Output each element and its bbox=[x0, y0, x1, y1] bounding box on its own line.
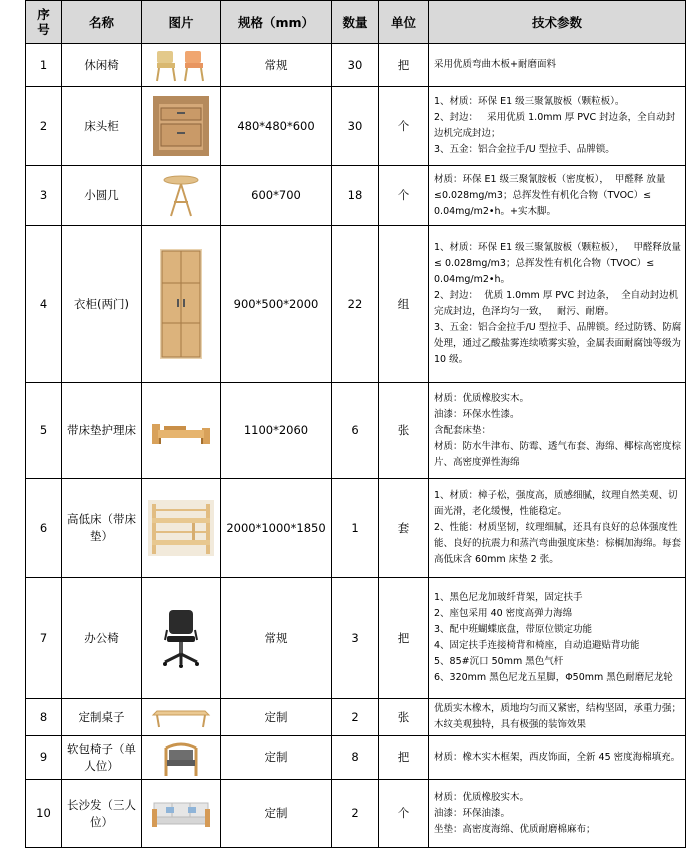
item-unit: 组 bbox=[379, 226, 429, 383]
row-number: 1 bbox=[26, 44, 62, 87]
item-unit: 把 bbox=[379, 44, 429, 87]
param-line: 1、材质：环保 E1 级三聚氰胺板（颗粒板）， 甲醛释放量≤ 0.028mg/m3；总挥发性有机化合物（TVOC）≤ 0.04mg/m2•h。 bbox=[434, 242, 681, 285]
row-number: 7 bbox=[26, 578, 62, 699]
table-row bbox=[26, 578, 686, 699]
item-params bbox=[429, 166, 686, 226]
param-line: 3、五金：铝合金拉手/U 型拉手、品牌锁。经过防锈、防腐处理，通过乙酸盐雾连续喷雾实验，金属表面耐腐蚀等级为 10 级。 bbox=[434, 322, 685, 365]
param-line: 材质：防水牛津布、防霉、透气布套、海绵、椰棕高密度棕片、高密度弹性海绵 bbox=[434, 440, 682, 468]
param-line: 2、性能：材质坚韧，纹理细腻，还具有良好的总体强度性能、良好的抗震力和蒸汽弯曲强度床垫：棕榈加海绵。每套高低床含 60mm 床垫 2 张。 bbox=[434, 522, 682, 565]
header-qty: 数量 bbox=[332, 1, 379, 44]
row-number: 5 bbox=[26, 383, 62, 479]
param-line: 1、材质：环保 E1 级三聚氰胺板（颗粒板）。 bbox=[434, 96, 625, 107]
param-line: 5、85#沉口 50mm 黑色气杆 bbox=[434, 656, 564, 667]
item-params bbox=[429, 383, 686, 479]
item-spec: 900*500*2000 bbox=[221, 226, 332, 383]
row-number: 3 bbox=[26, 166, 62, 226]
item-image-cell bbox=[142, 780, 221, 848]
table-row bbox=[26, 87, 686, 166]
param-line: 油漆：环保油漆。 bbox=[434, 807, 511, 819]
param-line: 3、配中班蝴蝶底盘，带原位锁定功能 bbox=[434, 624, 593, 635]
header-no-text: 序号 bbox=[37, 7, 50, 37]
table-row bbox=[26, 226, 686, 383]
header-spec: 规格（mm） bbox=[221, 1, 332, 44]
table-row bbox=[26, 736, 686, 780]
nursing-bed-image bbox=[150, 416, 212, 446]
item-spec: 定制 bbox=[221, 699, 332, 736]
upholstered-chair-image bbox=[160, 738, 202, 778]
item-image-cell bbox=[142, 87, 221, 166]
item-qty: 18 bbox=[332, 166, 379, 226]
item-qty: 3 bbox=[332, 578, 379, 699]
item-qty: 30 bbox=[332, 87, 379, 166]
item-name: 定制桌子 bbox=[62, 699, 142, 736]
item-image-cell bbox=[142, 699, 221, 736]
item-params bbox=[429, 699, 686, 736]
param-line: 含配套床垫： bbox=[434, 424, 492, 436]
header-name: 名称 bbox=[62, 1, 142, 44]
row-number: 10 bbox=[26, 780, 62, 848]
param-line: 材质：优质橡胶实木。 bbox=[434, 392, 530, 404]
param-line: 2、座包采用 40 密度高弹力海绵 bbox=[434, 608, 573, 619]
item-spec: 常规 bbox=[221, 578, 332, 699]
table-row bbox=[26, 479, 686, 578]
item-params bbox=[429, 44, 686, 87]
header-unit: 单位 bbox=[379, 1, 429, 44]
row-number: 8 bbox=[26, 699, 62, 736]
table-row bbox=[26, 166, 686, 226]
table-row bbox=[26, 383, 686, 479]
row-number: 2 bbox=[26, 87, 62, 166]
param-line: 1、黑色尼龙加玻纤背架，固定扶手 bbox=[434, 592, 583, 603]
round-table-image bbox=[161, 172, 201, 220]
sofa-image bbox=[150, 795, 212, 833]
item-params bbox=[429, 780, 686, 848]
table-row bbox=[26, 44, 686, 87]
param-line: 2、封边： 优质 1.0mm 厚 PVC 封边条， 全自动封边机完成封边，色泽均匀一致， 耐污、耐磨。 bbox=[434, 290, 679, 317]
item-unit: 张 bbox=[379, 383, 429, 479]
header-params: 技术参数 bbox=[429, 1, 686, 44]
wardrobe-image bbox=[160, 249, 202, 359]
param-line: 材质：环保 E1 级三聚氰胺板（密度板）， 甲醛释 放量 ≤0.028mg/m3；总挥发性有机化合物（TVOC）≤ 0.04mg/m2•h。+实木脚。 bbox=[434, 173, 669, 217]
header-no bbox=[26, 1, 62, 44]
item-params bbox=[429, 578, 686, 699]
item-image-cell bbox=[142, 479, 221, 578]
item-spec: 常规 bbox=[221, 44, 332, 87]
item-qty: 2 bbox=[332, 780, 379, 848]
item-name: 小圆几 bbox=[62, 166, 142, 226]
item-image-cell bbox=[142, 44, 221, 87]
item-unit: 把 bbox=[379, 736, 429, 780]
furniture-spec-table bbox=[25, 0, 686, 848]
item-name: 软包椅子（单人位） bbox=[62, 736, 142, 780]
item-unit: 张 bbox=[379, 699, 429, 736]
item-unit: 把 bbox=[379, 578, 429, 699]
item-spec: 定制 bbox=[221, 736, 332, 780]
item-qty: 2 bbox=[332, 699, 379, 736]
header-row bbox=[26, 1, 686, 44]
item-params bbox=[429, 736, 686, 780]
item-spec: 1100*2060 bbox=[221, 383, 332, 479]
row-number: 4 bbox=[26, 226, 62, 383]
bedside-cabinet-image bbox=[153, 96, 209, 156]
param-line: 坐垫：高密度海绵、优质耐磨棉麻布； bbox=[434, 823, 596, 835]
item-qty: 30 bbox=[332, 44, 379, 87]
param-line: 4、固定扶手连接椅背和椅座，自动追避贴背功能 bbox=[434, 640, 640, 651]
row-number: 9 bbox=[26, 736, 62, 780]
item-name: 带床垫护理床 bbox=[62, 383, 142, 479]
param-line: 材质：优质橡胶实木。 bbox=[434, 791, 530, 803]
param-line: 6、320mm 黑色尼龙五星脚，Φ50mm 黑色耐磨尼龙轮 bbox=[434, 672, 673, 683]
item-image-cell bbox=[142, 166, 221, 226]
item-spec: 480*480*600 bbox=[221, 87, 332, 166]
item-name: 高低床（带床垫） bbox=[62, 479, 142, 578]
office-chair-image bbox=[159, 608, 203, 668]
table-row bbox=[26, 699, 686, 736]
item-qty: 6 bbox=[332, 383, 379, 479]
table-row bbox=[26, 780, 686, 848]
param-line: 材质：橡木实木框架，西皮饰面，全新 45 密度海棉填充。 bbox=[434, 751, 681, 763]
param-line: 优质实木橡木，质地均匀而又紧密，结构坚固，承重力强；木纹美观独特，具有极强的装饰效果 bbox=[434, 703, 682, 730]
param-line: 油漆：环保水性漆。 bbox=[434, 408, 520, 420]
leisure-chair-image bbox=[151, 45, 211, 85]
param-line: 采用优质弯曲木板+耐磨面料 bbox=[434, 59, 556, 70]
item-unit: 个 bbox=[379, 87, 429, 166]
item-unit: 个 bbox=[379, 780, 429, 848]
item-name: 床头柜 bbox=[62, 87, 142, 166]
item-name: 休闲椅 bbox=[62, 44, 142, 87]
item-spec: 定制 bbox=[221, 780, 332, 848]
custom-table-image bbox=[151, 705, 211, 729]
item-image-cell bbox=[142, 383, 221, 479]
item-name: 长沙发（三人位） bbox=[62, 780, 142, 848]
item-image-cell bbox=[142, 736, 221, 780]
item-qty: 22 bbox=[332, 226, 379, 383]
item-qty: 8 bbox=[332, 736, 379, 780]
item-params bbox=[429, 87, 686, 166]
item-image-cell bbox=[142, 578, 221, 699]
item-spec: 2000*1000*1850 bbox=[221, 479, 332, 578]
item-name: 衣柜(两门) bbox=[62, 226, 142, 383]
item-name: 办公椅 bbox=[62, 578, 142, 699]
row-number: 6 bbox=[26, 479, 62, 578]
item-spec: 600*700 bbox=[221, 166, 332, 226]
item-unit: 个 bbox=[379, 166, 429, 226]
param-line: 3、五金：铝合金拉手/U 型拉手、品牌锁。 bbox=[434, 144, 615, 155]
header-image: 图片 bbox=[142, 1, 221, 44]
item-params bbox=[429, 226, 686, 383]
item-unit: 套 bbox=[379, 479, 429, 578]
param-line: 1、材质：樟子松，强度高，质感细腻，纹理自然美观、切面光滑，老化缓慢，性能稳定。 bbox=[434, 490, 678, 517]
item-qty: 1 bbox=[332, 479, 379, 578]
item-params bbox=[429, 479, 686, 578]
bunk-bed-image bbox=[148, 500, 214, 556]
item-image-cell bbox=[142, 226, 221, 383]
param-line: 2、封边： 采用优质 1.0mm 厚 PVC 封边条，全自动封边机完成封边； bbox=[434, 112, 676, 139]
